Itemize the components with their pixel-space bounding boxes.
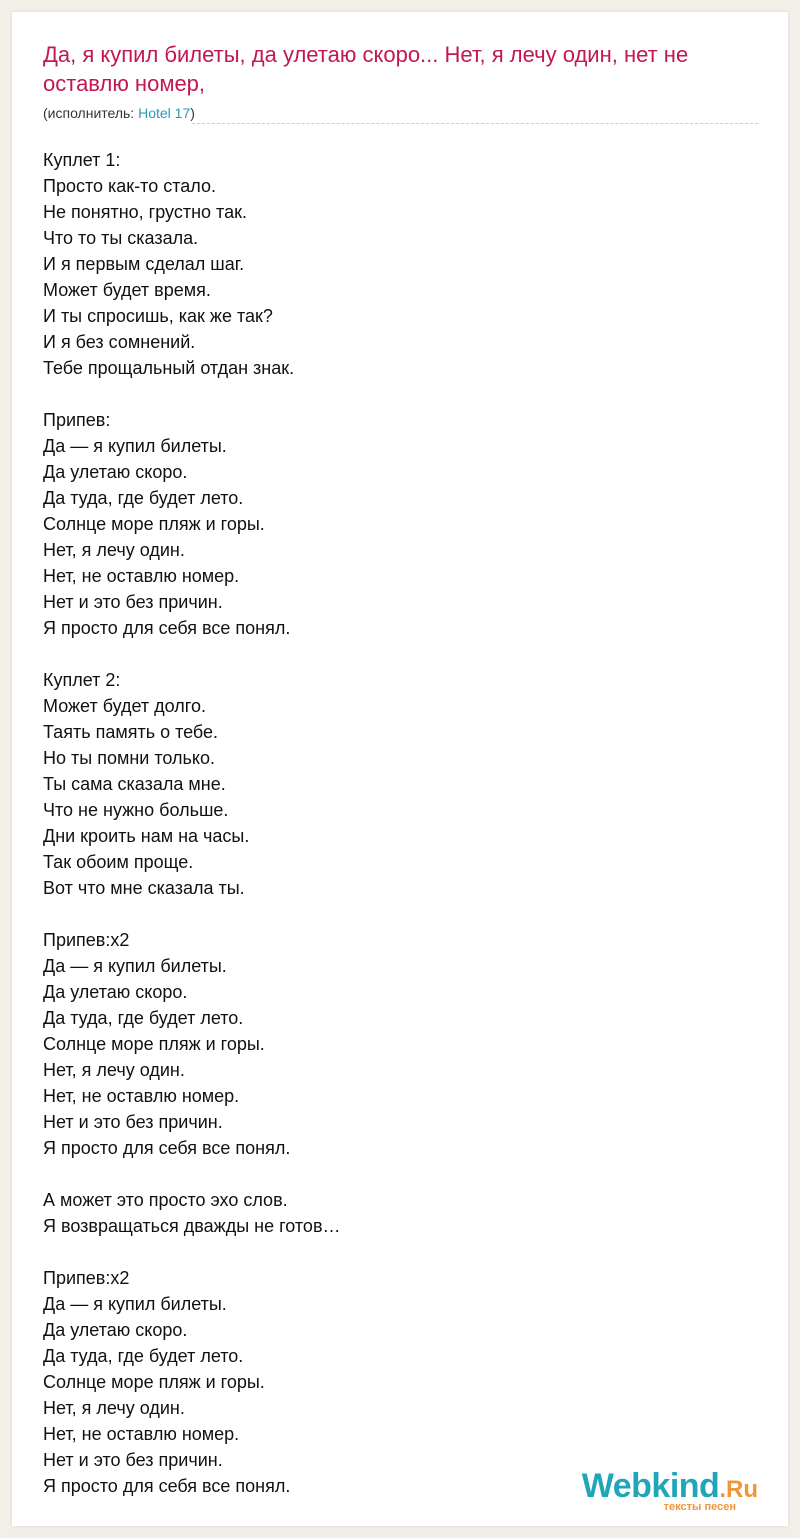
lyric-line: Нет и это без причин. — [43, 1112, 223, 1132]
lyric-line: Да туда, где будет лето. — [43, 1008, 244, 1028]
lyric-line: И я первым сделал шаг. — [43, 254, 245, 274]
lyric-line: И ты спросишь, как же так? — [43, 306, 273, 326]
site-logo[interactable] — [581, 1467, 758, 1513]
content-card — [12, 12, 788, 1526]
lyric-line: Я просто для себя все понял. — [43, 1138, 291, 1158]
lyric-line: Просто как-то стало. — [43, 176, 216, 196]
lyric-line: Дни кроить нам на часы. — [43, 826, 250, 846]
lyric-line: Так обоим проще. — [43, 852, 194, 872]
lyric-line: Да улетаю скоро. — [43, 1320, 188, 1340]
stanza-gap — [43, 901, 763, 927]
lyric-line: Да — я купил билеты. — [43, 436, 227, 456]
lyric-line: Нет, не оставлю номер. — [43, 1086, 240, 1106]
lyric-line: Да туда, где будет лето. — [43, 1346, 244, 1366]
lyric-line: Нет, не оставлю номер. — [43, 1424, 240, 1444]
lyric-line: Солнце море пляж и горы. — [43, 1034, 265, 1054]
lyric-line: Ты сама сказала мне. — [43, 774, 226, 794]
lyric-line: Припев: — [43, 410, 111, 430]
lyric-line: Нет, я лечу один. — [43, 1060, 185, 1080]
artist-line — [43, 105, 195, 121]
artist-suffix: ) — [190, 105, 195, 121]
lyric-line: Не понятно, грустно так. — [43, 202, 247, 222]
lyric-line: Таять память о тебе. — [43, 722, 219, 742]
lyric-line: Нет и это без причин. — [43, 1450, 223, 1470]
lyric-line: Вот что мне сказала ты. — [43, 878, 245, 898]
lyric-line: И я без сомнений. — [43, 332, 196, 352]
lyric-line: Куплет 1: — [43, 150, 121, 170]
lyric-line: Но ты помни только. — [43, 748, 215, 768]
page-title: Да, я купил билеты, да улетаю скоро... Нет, я лечу один, нет не оставлю номер, — [43, 42, 689, 96]
lyric-line: Я просто для себя все понял. — [43, 618, 291, 638]
lyric-line: Нет и это без причин. — [43, 592, 223, 612]
lyric-line: Да — я купил билеты. — [43, 1294, 227, 1314]
lyric-line: Припев:x2 — [43, 930, 130, 950]
stanza-gap — [43, 641, 763, 667]
lyric-line: Припев:x2 — [43, 1268, 130, 1288]
lyric-line: Может будет время. — [43, 280, 211, 300]
artist-link[interactable]: Hotel 17 — [138, 105, 191, 121]
lyric-line: Да — я купил билеты. — [43, 956, 227, 976]
lyric-line: Я возвращаться дважды не готов… — [43, 1216, 341, 1236]
logo-wordmark: Webkind — [581, 1467, 720, 1505]
lyric-line: Солнце море пляж и горы. — [43, 1372, 265, 1392]
lyrics-body — [43, 147, 763, 1499]
artist-prefix: (исполнитель: — [43, 105, 139, 121]
lyric-line: Тебе прощальный отдан знак. — [43, 358, 295, 378]
stanza-gap — [43, 381, 763, 407]
header-divider — [192, 123, 758, 124]
logo-subtitle: тексты песен — [663, 1501, 736, 1513]
lyric-line: Солнце море пляж и горы. — [43, 514, 265, 534]
stanza-gap — [43, 1239, 763, 1265]
lyric-line: Что то ты сказала. — [43, 228, 199, 248]
lyric-line: Куплет 2: — [43, 670, 121, 690]
stanza-gap — [43, 1161, 763, 1187]
lyric-line: Нет, я лечу один. — [43, 1398, 185, 1418]
lyric-line: Что не нужно больше. — [43, 800, 229, 820]
lyric-line: Нет, я лечу один. — [43, 540, 185, 560]
lyric-line: Я просто для себя все понял. — [43, 1476, 291, 1496]
lyric-line: Да улетаю скоро. — [43, 462, 188, 482]
lyric-line: Да улетаю скоро. — [43, 982, 188, 1002]
lyric-line: А может это просто эхо слов. — [43, 1190, 288, 1210]
lyric-line: Да туда, где будет лето. — [43, 488, 244, 508]
lyric-line: Нет, не оставлю номер. — [43, 566, 240, 586]
logo-tld: .Ru — [719, 1476, 758, 1503]
lyric-line: Может будет долго. — [43, 696, 206, 716]
